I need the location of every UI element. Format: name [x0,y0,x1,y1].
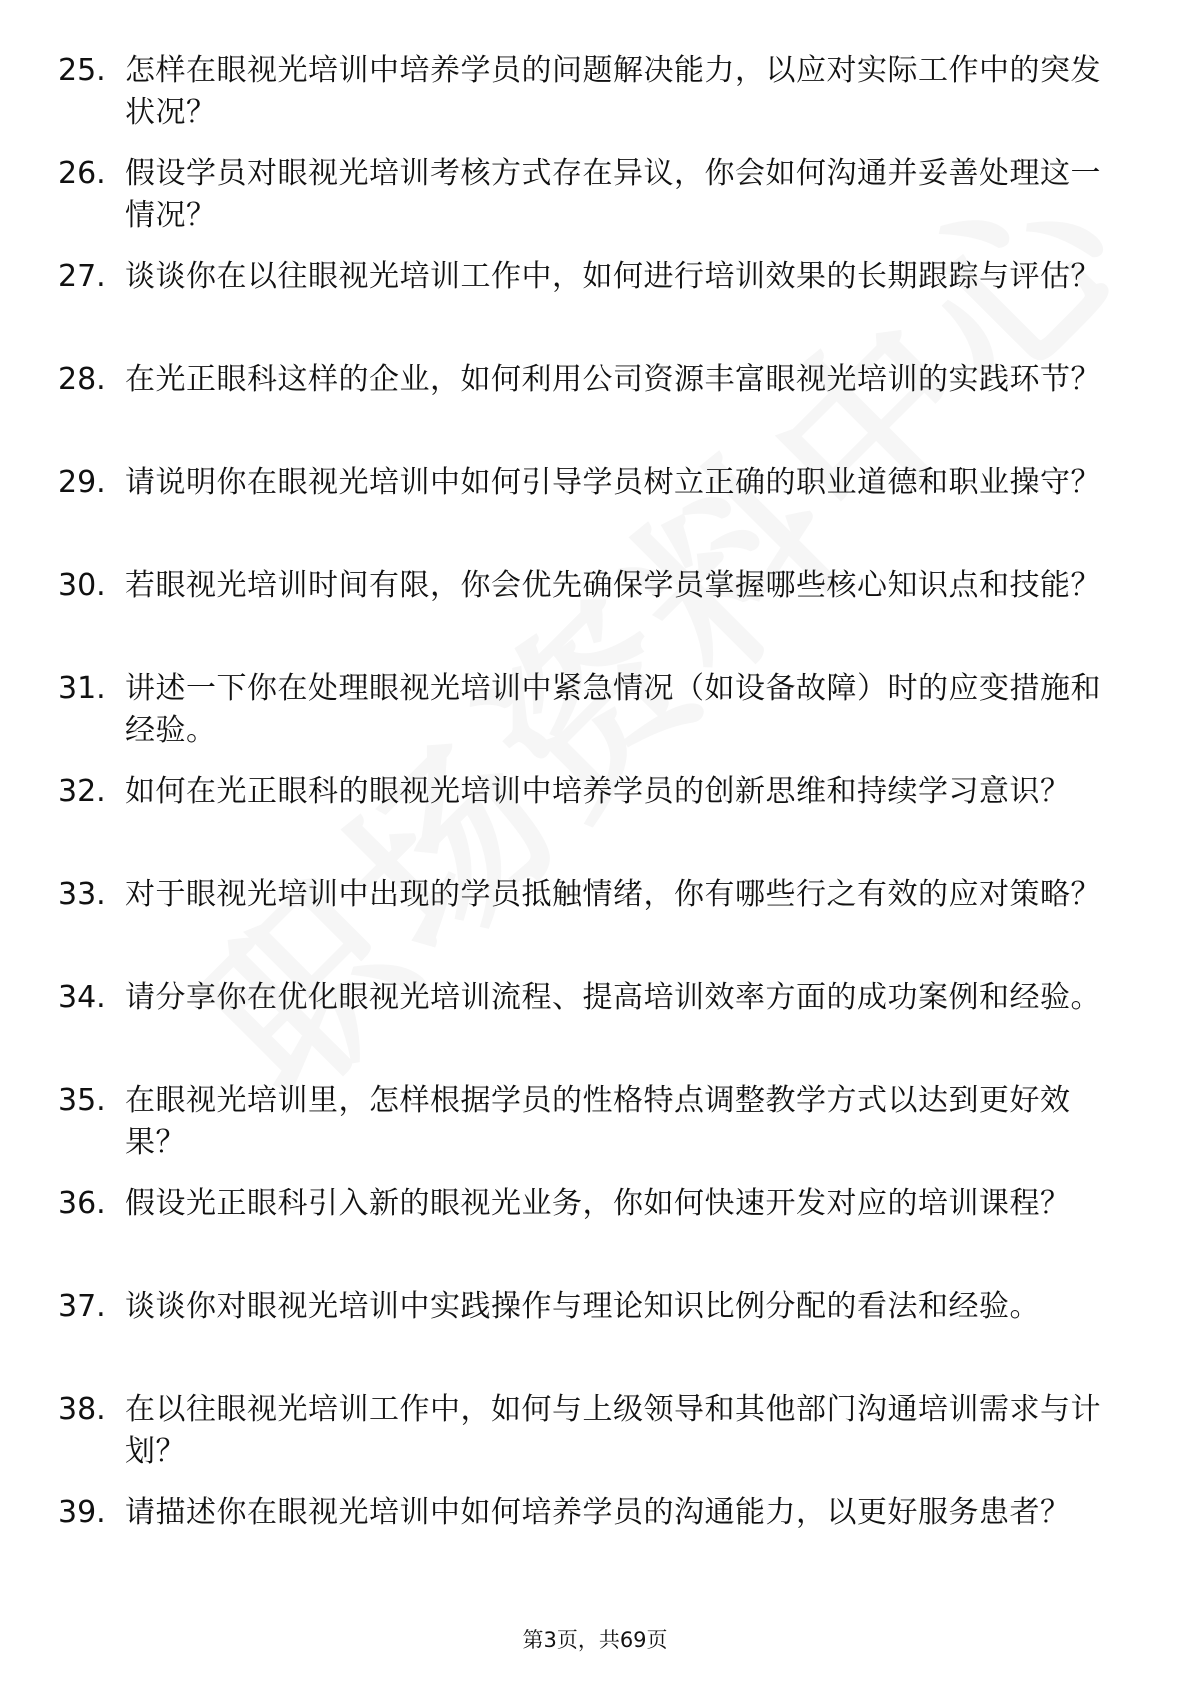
question-number: 25. [58,53,106,88]
question-list [58,50,1118,1595]
question-item [58,50,1118,153]
question-number: 31. [58,671,106,706]
question-item [58,977,1118,1080]
question-number: 28. [58,362,106,397]
question-text: 假设光正眼科引入新的眼视光业务，你如何快速开发对应的培训课程？ [125,1186,1071,1221]
question-number: 36. [58,1186,106,1221]
question-text: 在以往眼视光培训工作中，如何与上级领导和其他部门沟通培训需求与计划？ [125,1392,1101,1469]
question-item [58,771,1118,874]
question-number: 29. [58,465,106,500]
question-item [58,1183,1118,1286]
question-item [58,359,1118,462]
question-text: 若眼视光培训时间有限，你会优先确保学员掌握哪些核心知识点和技能？ [125,568,1101,603]
question-number: 33. [58,877,106,912]
question-text: 在光正眼科这样的企业，如何利用公司资源丰富眼视光培训的实践环节？ [125,362,1101,397]
question-text: 请分享你在优化眼视光培训流程、提高培训效率方面的成功案例和经验。 [125,980,1101,1015]
question-number: 30. [58,568,106,603]
question-text: 谈谈你对眼视光培训中实践操作与理论知识比例分配的看法和经验。 [125,1289,1040,1324]
question-item [58,668,1118,771]
question-item [58,256,1118,359]
question-item [58,462,1118,565]
question-text: 对于眼视光培训中出现的学员抵触情绪，你有哪些行之有效的应对策略？ [125,877,1101,912]
question-number: 32. [58,774,106,809]
question-number: 39. [58,1495,106,1530]
question-item [58,1286,1118,1389]
question-item [58,565,1118,668]
question-text: 如何在光正眼科的眼视光培训中培养学员的创新思维和持续学习意识？ [125,774,1071,809]
question-number: 34. [58,980,106,1015]
question-text: 请描述你在眼视光培训中如何培养学员的沟通能力，以更好服务患者？ [125,1495,1071,1530]
question-text: 讲述一下你在处理眼视光培训中紧急情况（如设备故障）时的应变措施和经验。 [125,671,1101,748]
question-number: 26. [58,156,106,191]
question-text: 请说明你在眼视光培训中如何引导学员树立正确的职业道德和职业操守？ [125,465,1101,500]
question-item [58,1389,1118,1492]
question-item [58,874,1118,977]
question-number: 38. [58,1392,106,1427]
question-number: 37. [58,1289,106,1324]
question-text: 在眼视光培训里，怎样根据学员的性格特点调整教学方式以达到更好效果？ [125,1083,1071,1160]
page-footer: 第3页，共69页 [522,1628,668,1652]
question-text: 怎样在眼视光培训中培养学员的问题解决能力，以应对实际工作中的突发状况？ [125,53,1101,130]
question-text: 谈谈你在以往眼视光培训工作中，如何进行培训效果的长期跟踪与评估？ [125,259,1101,294]
question-item [58,1492,1118,1595]
question-item [58,153,1118,256]
question-number: 27. [58,259,106,294]
question-text: 假设学员对眼视光培训考核方式存在异议，你会如何沟通并妥善处理这一情况？ [125,156,1101,233]
question-number: 35. [58,1083,106,1118]
question-item [58,1080,1118,1183]
